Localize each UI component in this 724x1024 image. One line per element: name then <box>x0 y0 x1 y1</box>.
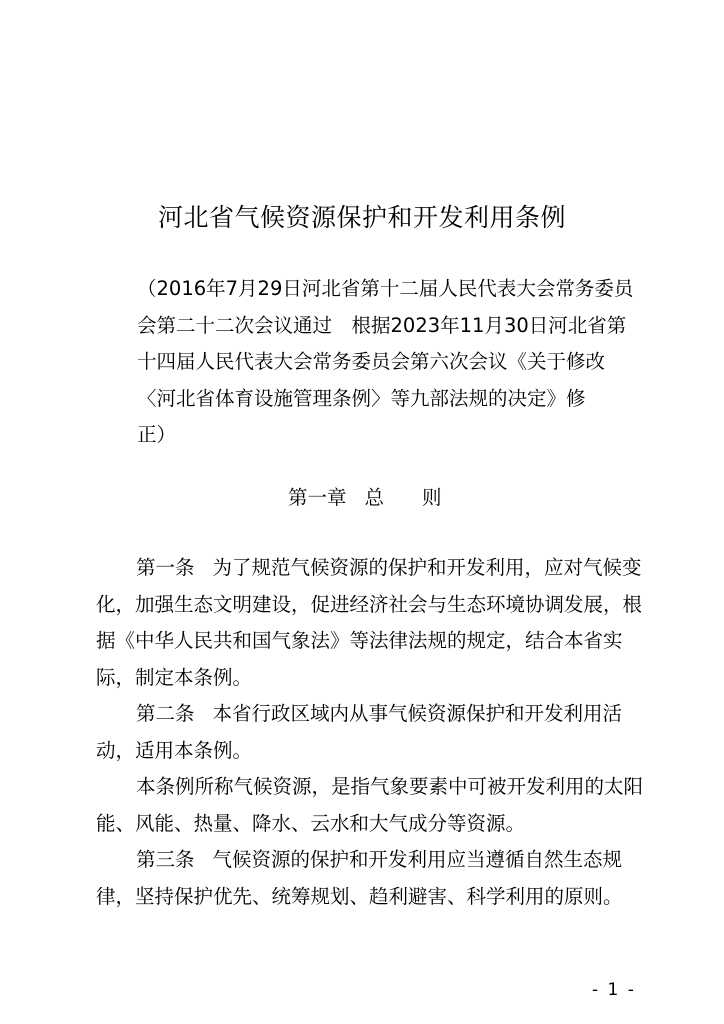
article-paragraph-first-line: 本条例所称气候资源，是指气象要素中可被开发利用的太阳 <box>136 775 644 798</box>
revision-note-line: 正） <box>137 423 177 446</box>
revision-note-line: 十四届人民代表大会常务委员会第六次会议《关于修改 <box>137 350 606 373</box>
revision-note-line: （2016年7月29日河北省第十二届人民代表大会常务委员 <box>137 277 634 300</box>
article-text: 气候资源的保护和开发利用应当遵循自然生态规 <box>212 848 623 871</box>
chapter-heading <box>288 480 442 516</box>
article-line: 据《中华人民共和国气象法》等法律法规的规定，结合本省实 <box>96 629 623 652</box>
articles-body <box>96 550 656 915</box>
article-text: 为了规范气候资源的保护和开发利用，应对气候变 <box>212 556 642 579</box>
article-heading: 第二条 <box>136 702 195 725</box>
article-line: 律，坚持保护优先、统筹规划、趋利避害、科学利用的原则。 <box>96 884 623 908</box>
article-first-line <box>96 550 656 587</box>
page-number: - 1 - <box>592 980 636 1000</box>
article-heading: 第三条 <box>136 848 195 871</box>
article-heading: 第一条 <box>136 556 195 579</box>
article-line: 能、风能、热量、降水、云水和大气成分等资源。 <box>96 811 526 835</box>
chapter-title-part: 则 <box>422 486 442 509</box>
article-text: 本省行政区域内从事气候资源保护和开发利用活 <box>212 702 623 725</box>
chapter-number: 第一章 <box>288 486 347 509</box>
article-first-line <box>96 842 656 879</box>
revision-note <box>137 271 634 454</box>
article-first-line <box>96 696 656 733</box>
document-title: 河北省气候资源保护和开发利用条例 <box>157 203 566 232</box>
article-line: 际，制定本条例。 <box>96 665 253 689</box>
chapter-title-part: 总 <box>364 486 385 509</box>
article-line: 动，适用本条例。 <box>96 738 253 762</box>
revision-note-line: 〈河北省体育设施管理条例〉等九部法规的决定》修 <box>137 386 586 410</box>
revision-note-line: 会第二十二次会议通过 根据2023年11月30日河北省第 <box>137 313 627 337</box>
article-line: 化，加强生态文明建设，促进经济社会与生态环境协调发展，根 <box>96 592 643 616</box>
